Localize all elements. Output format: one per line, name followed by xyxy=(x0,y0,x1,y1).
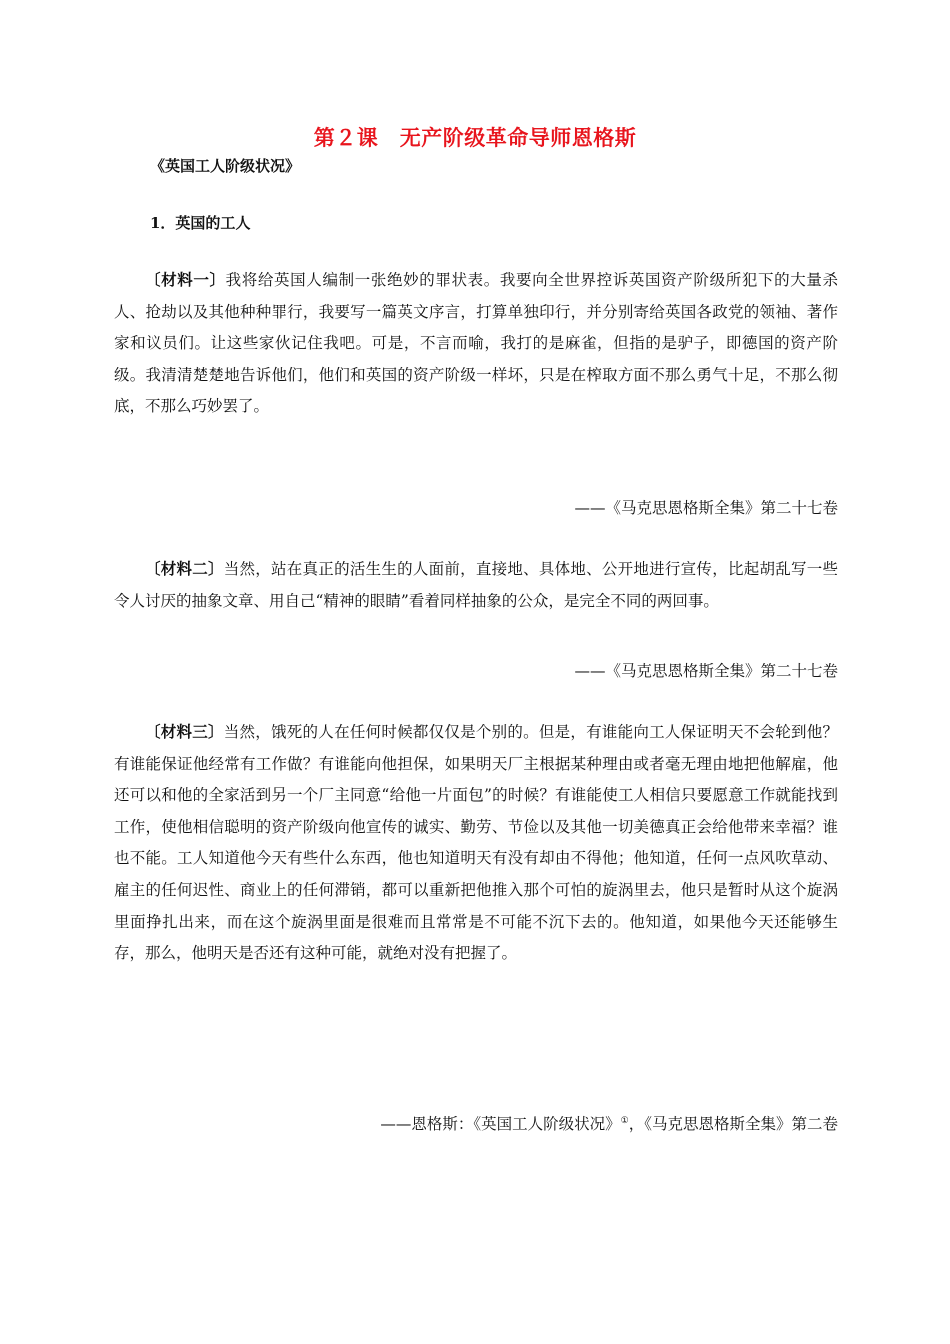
material-1-paragraph xyxy=(114,264,838,423)
material-2-label: 〔材料二〕 xyxy=(145,559,224,578)
footnote-marker: ① xyxy=(620,1115,629,1126)
material-1-label: 〔材料一〕 xyxy=(145,270,226,289)
material-2-source: ——《马克思恩格斯全集》第二十七卷 xyxy=(574,662,838,680)
material-3-label: 〔材料三〕 xyxy=(145,722,224,741)
material-1-text: 我将给英国人编制一张绝妙的罪状表。我要向全世界控诉英国资产阶级所犯下的大量杀人、抢劫以及其他种种罪行，我要写一篇英文序言，打算单独印行，并分别寄给英国各政党的领袖、著作家和议员们。让这些家伙记住我吧。可是，不言而喻，我打的是麻雀，但指的是驴子，即德国的资产阶级。我清清楚楚地告诉他们，他们和英国的资产阶级一样坏，只是在榨取方面不那么勇气十足，不那么彻底，不那么巧妙罢了。 xyxy=(114,271,838,416)
material-3-source-suffix: ，《马克思恩格斯全集》第二卷 xyxy=(628,1115,838,1133)
material-3-source-prefix: ——恩格斯：《英国工人阶级状况》 xyxy=(380,1115,621,1133)
section-heading: 1．英国的工人 xyxy=(150,214,251,232)
material-1-source: ——《马克思恩格斯全集》第二十七卷 xyxy=(574,499,838,517)
document-subtitle: 《英国工人阶级状况》 xyxy=(150,157,301,175)
material-2-paragraph xyxy=(114,553,838,617)
material-3-source xyxy=(380,1112,838,1134)
material-3-paragraph xyxy=(114,716,838,970)
material-2-text: 当然，站在真正的活生生的人面前，直接地、具体地、公开地进行宣传，比起胡乱写一些令人讨厌的抽象文章、用自己“精神的眼睛”看着同样抽象的公众，是完全不同的两回事。 xyxy=(114,560,838,610)
page-title: 第２课 无产阶级革命导师恩格斯 xyxy=(313,125,637,150)
material-3-text: 当然，饿死的人在任何时候都仅仅是个别的。但是，有谁能向工人保证明天不会轮到他？有谁能保证他经常有工作做？有谁能向他担保，如果明天厂主根据某种理由或者毫无理由地把他解雇，他还可以和他的全家活到另一个厂主同意“给他一片面包”的时候？有谁能使工人相信只要愿意工作就能找到工作，使他相信聪明的资产阶级向他宣传的诚实、勤劳、节俭以及其他一切美德真正会给他带来幸福？谁也不能。工人知道他今天有些什么东西，他也知道明天有没有却由不得他；他知道，任何一点风吹草动、雇主的任何迟性、商业上的任何滞销，都可以重新把他推入那个可怕的旋涡里去，他只是暂时从这个旋涡里面挣扎出来，而在这个旋涡里面是很难而且常常是不可能不沉下去的。他知道，如果他今天还能够生存，那么，他明天是否还有这种可能，就绝对没有把握了。 xyxy=(114,723,838,963)
